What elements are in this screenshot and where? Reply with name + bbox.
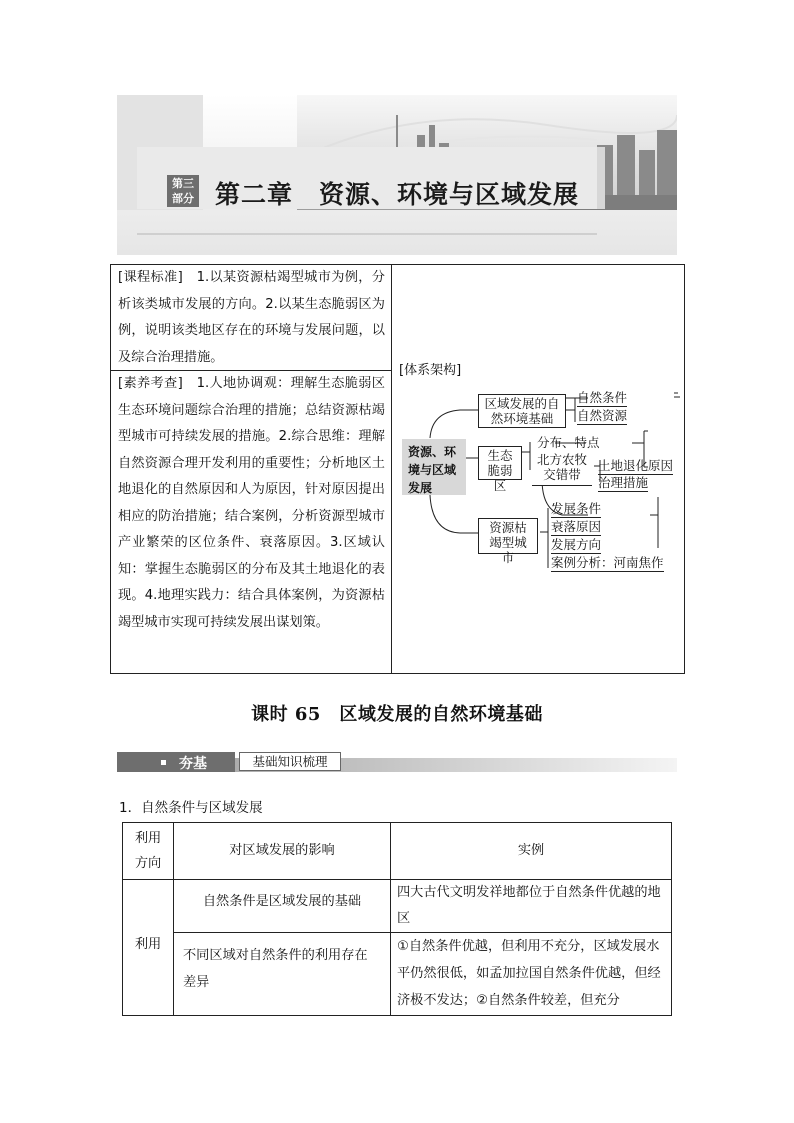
header-direction: 利用方向 (134, 831, 162, 871)
row-1-example: 四大古代文明发祥地都位于自然条件优越的地区 (397, 885, 661, 926)
architecture-label: [体系架构] (399, 363, 462, 378)
header-impact: 对区域发展的影响 (229, 843, 335, 858)
mindmap-branch-1-item-2: 自然资源 (577, 408, 628, 423)
mindmap-branch-2-sub-item-1: 土地退化原因 (598, 458, 674, 473)
row-2-example: ①自然条件优越，但利用不充分，区域发展水平仍然很低，如孟加拉国自然条件优越，但经济极不发达；②自然条件较差，但充分 (397, 939, 661, 1008)
section-bar (117, 752, 677, 774)
mindmap-branch-2-sub: 北方农牧交错带 (532, 452, 592, 486)
natural-conditions-table (122, 822, 672, 1016)
curriculum-standard-text: [课程标准] 1.以某资源枯竭型城市为例，分析该类城市发展的方向。2.以某生态脆弱区为例，说明该类地区存在的环境与发展问题，以及综合治理措施。 (118, 270, 385, 365)
row-group-use: 利用 (134, 937, 162, 952)
header-example: 实例 (517, 843, 545, 858)
mindmap-branch-2-item-1: 分布、特点 (537, 435, 600, 450)
literacy-cell (111, 371, 391, 636)
mindmap-branch-3-item-1: 发展条件 (551, 501, 602, 516)
overview-left-column (111, 265, 392, 673)
mindmap-branch-2: 生态脆弱区 (478, 446, 522, 480)
chapter-title: 第二章 资源、环境与区域发展 (215, 180, 580, 209)
section-label: 夯基 (179, 756, 207, 772)
part-badge: 第三 部分 (167, 175, 199, 207)
mindmap-branch-3: 资源枯竭型城市 (478, 518, 538, 554)
section-sub-label: 基础知识梳理 (239, 752, 341, 771)
mindmap-branch-3-item-3: 发展方向 (551, 537, 602, 552)
chapter-banner (117, 95, 677, 255)
heading-1: 1．自然条件与区域发展 (119, 800, 263, 816)
lesson-title: 课时 65 区域发展的自然环境基础 (251, 704, 543, 725)
mindmap-branch-2-sub-item-2: 治理措施 (598, 475, 649, 490)
literacy-text: [素养考查] 1.人地协调观：理解生态脆弱区生态环境问题综合治理的措施；总结资源枯竭型城市可持续发展的措施。2.综合思维：理解自然资源合理开发利用的重要性；分析地区土地退化的自然原因和人为原因，针对原因提出相应的防治措施；结合案例，分析资源型城市产业繁荣的区位条件、衰落原因。3.区域认知：掌握生态脆弱区的分布及其土地退化的表现。4.地理实践力：结合具体案例，为资源枯竭型城市实现可持续发展出谋划策。 (118, 376, 385, 630)
mindmap-branch-3-item-4: 案例分析：河南焦作 (551, 555, 664, 570)
mindmap-root: 资源、环境与区域发展 (402, 439, 466, 495)
mindmap-branch-1: 区域发展的自然环境基础 (478, 394, 566, 428)
row-2-impact: 不同区域对自然条件的利用存在差异 (183, 948, 368, 990)
mindmap-branch-3-item-2: 衰落原因 (551, 519, 602, 534)
mindmap-branch-1-item-1: 自然条件 (577, 390, 628, 405)
row-1-impact: 自然条件是区域发展的基础 (202, 894, 362, 909)
curriculum-standard-cell (111, 265, 391, 371)
